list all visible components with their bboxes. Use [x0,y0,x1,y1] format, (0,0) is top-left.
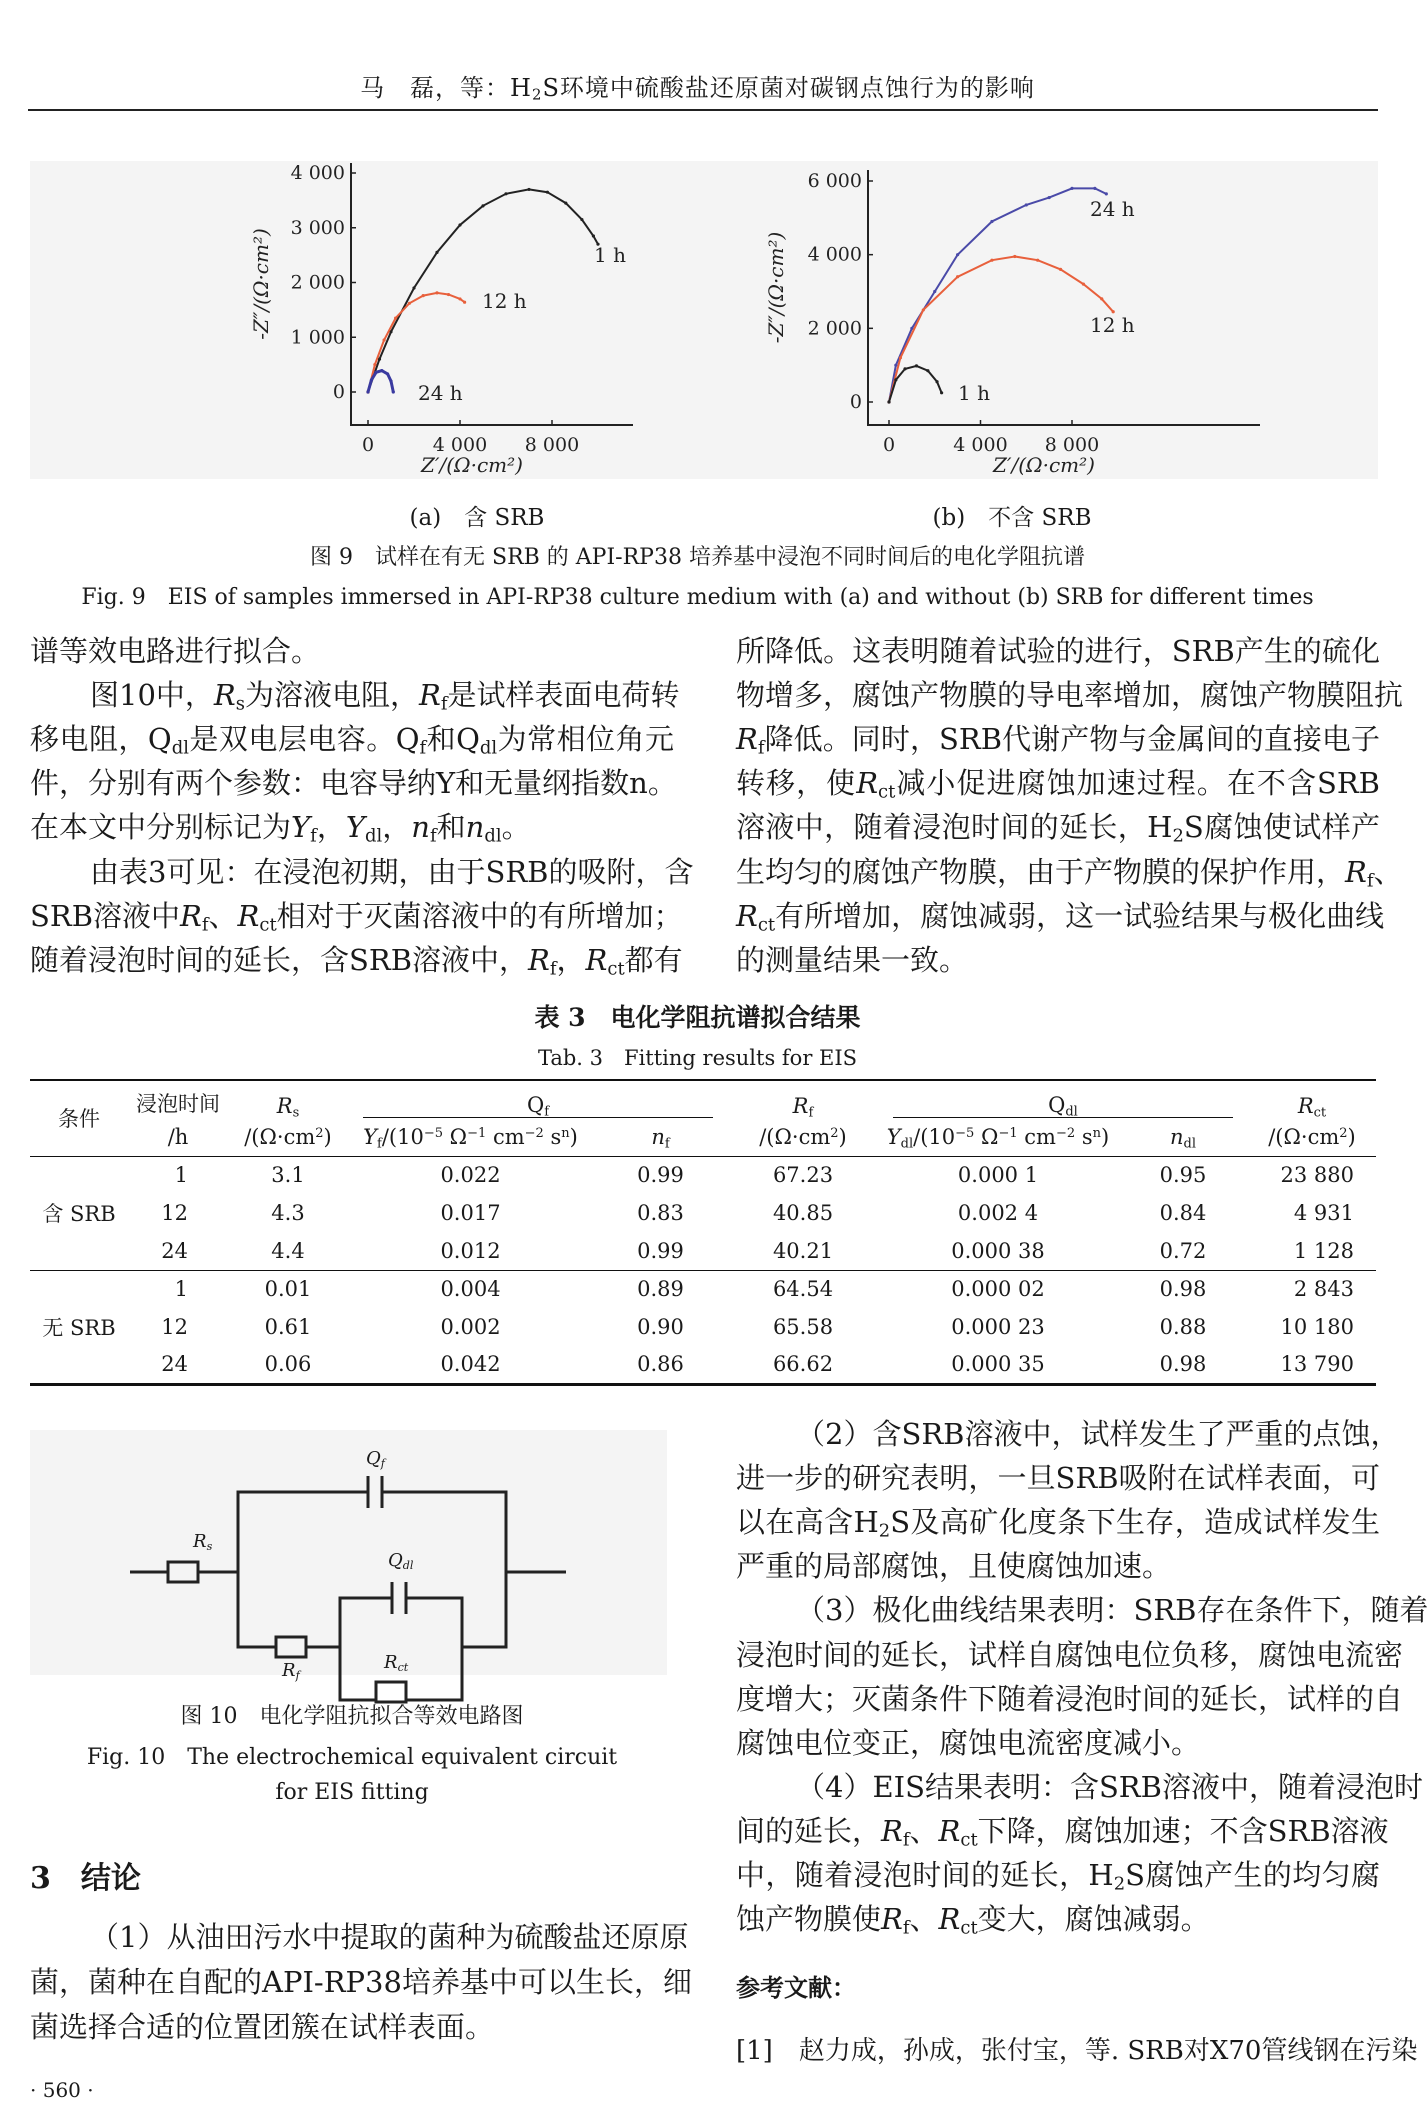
circuit-wire [238,1572,462,1700]
table-cell: 0.88 [1159,1315,1207,1339]
text-line: $R_f$降低。同时，SRB代谢产物与金属间的直接电子 [736,722,1380,759]
data-point [546,191,549,194]
table-cell: 0.004 [348,1270,593,1308]
data-point [1059,268,1062,271]
table-cell: 0.61 [264,1315,312,1339]
condition-cell: 无 SRB [30,1270,128,1384]
data-point [1093,187,1096,190]
table-cell: 3.1 [271,1163,305,1188]
table-cell: 0.017 [440,1201,501,1225]
data-point [1036,259,1039,262]
data-point [481,204,484,207]
text-line: （3）极化曲线结果表明：SRB存在条件下，随着 [796,1593,1428,1628]
data-point [990,259,993,262]
header-condition: 条件 [30,1080,128,1156]
table-cell: 65.58 [772,1315,834,1339]
reference-item: [1] 赵力成，孙成，张付宝，等. SRB对X70管线钢在污染 [736,2036,1418,2066]
circuit-wire [130,1492,566,1647]
data-point [1013,255,1016,258]
table-cell: 23 880 [1280,1163,1354,1188]
header-qf-cell [348,1080,728,1118]
text-line: （1）从油田污水中提取的菌种为硫酸盐还原原 [90,1920,689,1954]
text-line: （2）含SRB溶液中，试样发生了严重的点蚀， [796,1417,1400,1451]
text-line: 物增多，腐蚀产物膜的导电率增加，腐蚀产物膜阻抗 [736,678,1404,713]
table-row [30,1308,1376,1346]
data-point [926,369,929,372]
table-cell: 10 180 [1280,1315,1354,1339]
data-point [412,286,415,289]
table-cell: 0.86 [637,1352,684,1377]
data-point [386,372,389,375]
data-point [458,223,461,226]
figure-9-eis-charts [0,0,1395,500]
data-point [564,202,567,205]
y-tick-label: 0 [849,391,862,413]
y-axis-label: -Z″/(Ω·cm²) [764,231,788,344]
header-ndl: $n_{dl}$ [1118,1118,1248,1156]
header-yf: $Y_f/(10^{-5}$ $\Omega^{-1}$ $cm^{-2}$ $s^n$) [348,1118,593,1156]
text-line: 移电阻，$Q_{dl}$是双电层电容。$Q_f$和$Q_{dl}$为常相位角元 [30,722,675,759]
table-cell: 12 [161,1201,188,1225]
table-cell: 40.21 [772,1238,834,1263]
table-cell: 0.83 [637,1201,684,1225]
data-point [380,369,383,372]
header-time: 浸泡时间 [136,1092,220,1116]
header-qdl: $Q_{dl}$ [893,1093,1233,1118]
text-line: （4）EIS结果表明：含SRB溶液中，随着浸泡时 [796,1769,1423,1804]
figure-10-caption-en-2: for EIS fitting [275,1780,429,1805]
table-cell: 0.022 [440,1163,501,1188]
x-tick-label: 4 000 [432,434,488,456]
data-point [899,356,902,359]
label-qf: $Q_f$ [366,1448,385,1470]
table-3-title-cn: 表 3 电化学阻抗谱拟合结果 [534,1003,861,1032]
data-point [389,379,392,382]
text-line: 蚀产物膜使$R_f$、$R_{ct}$变大，腐蚀减弱。 [736,1902,1210,1939]
data-point [933,290,936,293]
label-rf: $R_f$ [282,1660,300,1682]
page-number: · 560 · [30,2078,94,2102]
capacitor-qdl-symbol [392,1582,406,1614]
table-cell: 0.000 02 [878,1270,1118,1308]
eis-fitting-table [30,1079,1376,1386]
table-cell: 0.042 [440,1352,501,1377]
data-point [422,294,425,297]
resistor-rs-symbol [168,1562,198,1582]
series-label: 1 h [594,243,626,267]
series-label: 12 h [1090,313,1135,337]
text-line: 谱等效电路进行拟合。 [30,634,321,668]
table-cell: 67.23 [772,1163,834,1188]
data-point [1025,203,1028,206]
data-point [383,338,386,341]
figure-10-caption-cn: 图 10 电化学阻抗拟合等效电路图 [180,1704,524,1729]
data-point [956,275,959,278]
text-line: 转移，使$R_{ct}$减小促进腐蚀加速过程。在不含SRB [736,766,1380,803]
data-point [373,363,376,366]
figure-9-caption-cn: 图 9 试样在有无 SRB 的 API-RP38 培养基中浸泡不同时间后的电化学阻抗谱 [310,545,1085,570]
table-cell: 0.002 [440,1315,501,1339]
figure-10-caption-en-1: Fig. 10 The electrochemical equivalent circuit [86,1745,618,1770]
series-label: 1 h [958,381,990,405]
series-label: 12 h [482,289,527,313]
text-line: 腐蚀电位变正，腐蚀电流密度减小。 [736,1725,1201,1760]
figure-9-caption-en: Fig. 9 EIS of samples immersed in API-RP38 culture medium with (a) and without (b) SRB for different times [81,585,1314,610]
resistor-rf-symbol [276,1637,306,1657]
series-line-12h [889,257,1113,403]
table-cell: 4 931 [1293,1201,1354,1225]
header-qf: $Q_f$ [363,1093,713,1118]
table-row [30,1232,1376,1270]
data-point [894,378,897,381]
table-cell: 0.06 [264,1352,312,1377]
data-point [435,251,438,254]
table-cell: 13 790 [1280,1352,1354,1377]
data-point [435,291,438,294]
section-heading-conclusion: 3 结论 [30,1861,141,1896]
table-cell: 0.000 38 [951,1238,1045,1263]
table-cell: 0.000 1 [957,1163,1039,1188]
capacitor-qf-symbol [368,1476,382,1508]
data-point [1070,187,1073,190]
text-line: 溶液中，随着浸泡时间的延长，$H_2S$腐蚀使试样产 [736,810,1380,847]
y-tick-label: 4 000 [290,162,345,184]
series-line-24h [889,188,1106,402]
data-point [527,188,530,191]
table-cell: 66.62 [772,1352,834,1377]
data-point [504,192,507,195]
table-cell: 0.000 23 [951,1315,1045,1339]
text-line: 随着浸泡时间的延长，含SRB溶液中，$R_f$，$R_{ct}$都有 [30,942,683,980]
x-tick-label: 4 000 [953,434,1008,456]
text-line: 生均匀的腐蚀产物膜，由于产物膜的保护作用，$R_f$、 [736,854,1403,891]
table-cell: 0.72 [1159,1238,1207,1263]
table-cell: 0.95 [1159,1163,1207,1188]
table-cell: 0.000 35 [951,1352,1045,1377]
table-cell: 0.01 [228,1270,348,1308]
table-cell: 1 [174,1163,188,1188]
data-point [447,293,450,296]
text-line: 菌，菌种在自配的API-RP38培养基中可以生长，细 [30,1965,692,1999]
text-line: 进一步的研究表明，一旦SRB吸附在试样表面，可 [736,1461,1380,1496]
table-cell: 1 128 [1293,1238,1354,1263]
y-axis-label: -Z″/(Ω·cm²) [249,228,273,340]
header-rs: $R_s$ [276,1094,300,1121]
data-point [990,220,993,223]
data-point [915,364,918,367]
table-3-title-en: Tab. 3 Fitting results for EIS [537,1046,858,1070]
table-cell: 0.89 [593,1270,728,1308]
table-cell: 40.85 [772,1201,834,1225]
data-point [935,380,938,383]
text-line: 中，随着浸泡时间的延长，$H_2S$腐蚀产生的均匀腐 [736,1858,1380,1895]
axes-1 [868,170,1260,425]
table-cell: 0.98 [1159,1352,1207,1377]
table-cell: 4.3 [271,1201,305,1225]
y-tick-label: 2 000 [807,317,862,340]
label-rct: $R_{ct}$ [384,1652,409,1674]
condition-cell: 含 SRB [42,1202,116,1226]
series-label: 24 h [1090,197,1135,221]
data-point [940,391,943,394]
table-cell: 24 [161,1238,188,1263]
data-point [592,234,595,237]
y-tick-label: 6 000 [807,170,862,192]
header-rf: $R_f$ [792,1094,814,1121]
x-tick-label: 8 000 [1044,434,1100,456]
table-cell: 0.98 [1118,1270,1248,1308]
subcaption-a: (a) 含 SRB [409,505,545,531]
text-line: 菌选择合适的位置团簇在试样表面。 [30,2010,495,2044]
data-point [408,302,411,305]
x-tick-label: 8 000 [524,434,580,456]
data-point [887,400,890,403]
table-row [30,1346,1376,1384]
series-line-12h [368,293,465,392]
text-line: 由表3可见：在浸泡初期，由于SRB的吸附，含 [90,854,694,889]
data-point [458,297,461,300]
header-rf-unit: $/(\Omega\cdot cm^2)$ [728,1118,878,1156]
table-row [30,1270,1376,1308]
table-row [30,1194,1376,1232]
text-line: $R_{ct}$有所增加，腐蚀减弱，这一试验结果与极化曲线 [736,898,1385,936]
data-point [1082,283,1085,286]
table-cell: 0.99 [637,1238,684,1263]
table-cell: 1 [128,1270,228,1308]
table-row [30,1156,1376,1194]
running-title: 马 磊，等：$H_2S$环境中硫酸盐还原菌对碳钢点蚀行为的影响 [360,74,1035,104]
text-line: 浸泡时间的延长，试样自腐蚀电位负移，腐蚀电流密 [736,1637,1404,1672]
equivalent-circuit-diagram [30,1430,667,1675]
text-line: 所降低。这表明随着试验的进行，SRB产生的硫化 [736,634,1380,668]
header-rct-unit: $/(\Omega\cdot cm^2)$ [1248,1118,1376,1156]
header-time-unit: /h [128,1118,228,1156]
y-tick-label: 1 000 [290,326,345,349]
data-point [1048,196,1051,199]
text-line: 度增大；灭菌条件下随着浸泡时间的延长，试样的自 [736,1681,1404,1716]
text-line: 间的延长，$R_f$、$R_{ct}$下降，腐蚀加速；不含SRB溶液 [736,1813,1389,1851]
table-cell: 2 843 [1248,1270,1376,1308]
text-line: 件，分别有两个参数：电容导纳Y和无量纲指数n。 [30,766,677,801]
data-point [1105,192,1108,195]
header-nf: $n_f$ [593,1118,728,1156]
data-point [392,390,395,393]
y-tick-label: 2 000 [290,271,345,294]
header-rs-unit: $/(\Omega\cdot cm^2)$ [228,1118,348,1156]
header-rct: $R_{ct}$ [1297,1094,1327,1121]
table-cell: 12 [161,1315,188,1339]
label-rs: $R_s$ [193,1531,213,1553]
table-cell: 0.84 [1159,1201,1207,1225]
text-line: 在本文中分别标记为$Y_f$，$Y_{dl}$，$n_f$和$n_{dl}$。 [30,810,531,847]
y-tick-label: 4 000 [807,243,862,266]
data-point [894,364,897,367]
table-cell: 0.002 4 [957,1201,1039,1225]
data-point [370,378,373,381]
y-tick-label: 0 [332,381,345,403]
data-point [580,218,583,221]
table-cell: 64.54 [728,1270,878,1308]
table-cell: 0.99 [637,1163,684,1188]
label-qdl: $Q_{dl}$ [388,1550,414,1572]
data-point [1100,297,1103,300]
header-ydl: $Y_{dl}/(10^{-5}$ $\Omega^{-1}$ $cm^{-2}$ $s^n$) [878,1118,1118,1156]
references-heading: 参考文献： [736,1973,856,2002]
header-qdl-cell [878,1080,1248,1118]
table-cell: 4.4 [271,1238,305,1263]
table-cell: 0.90 [637,1315,684,1339]
x-axis-label: Z′/(Ω·cm²) [993,453,1095,477]
y-tick-label: 3 000 [290,216,345,239]
text-line: 的测量结果一致。 [736,942,969,977]
x-axis-label: Z′/(Ω·cm²) [421,453,523,477]
series-label: 24 h [418,381,463,405]
data-point [903,367,906,370]
table-cell: 24 [161,1352,188,1377]
x-tick-label: 0 [882,434,896,456]
data-point [366,390,369,393]
subcaption-b: (b) 不含 SRB [932,505,1092,531]
text-line: 严重的局部腐蚀，且使腐蚀加速。 [736,1549,1172,1584]
data-point [956,253,959,256]
text-line: SRB溶液中$R_f$、$R_{ct}$相对于灭菌溶液中的有所增加； [30,898,683,936]
data-point [394,316,397,319]
data-point [463,301,466,304]
table-cell: 0.012 [440,1238,501,1263]
text-line: 以在高含$H_2S$及高矿化度条下生存，造成试样发生 [736,1505,1380,1542]
x-tick-label: 0 [361,434,375,456]
data-point [374,371,377,374]
text-line: 图10中，$R_s$为溶液电阻，$R_f$是试样表面电荷转 [90,678,680,715]
data-point [922,308,925,311]
